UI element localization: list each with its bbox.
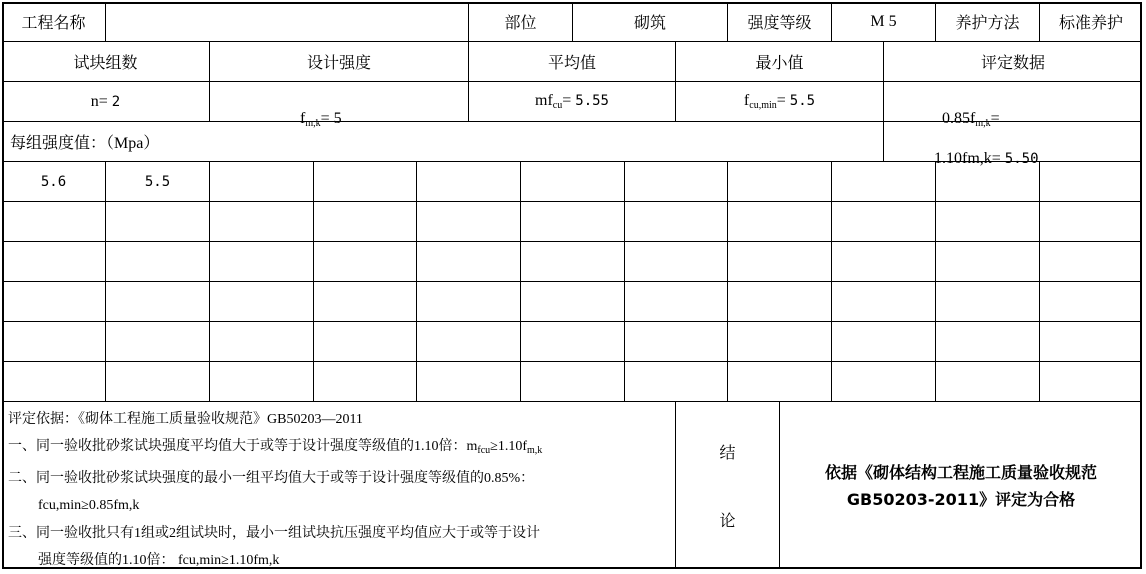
eval-085-symbol: 0.85f — [942, 110, 976, 127]
design-strength-header: 设计强度 — [210, 42, 469, 82]
strength-cell[interactable] — [936, 162, 1040, 202]
fmk-symbol: f — [300, 110, 306, 127]
strength-cell[interactable] — [936, 282, 1040, 322]
group-count-value: 2 — [111, 93, 121, 110]
strength-cell[interactable] — [625, 282, 728, 322]
strength-cell[interactable] — [314, 242, 417, 282]
mfcu-eq: = — [562, 92, 576, 109]
strength-cell[interactable] — [1040, 322, 1142, 362]
curing-value[interactable]: 标准养护 — [1040, 2, 1142, 42]
part-label: 部位 — [469, 2, 573, 42]
minimum-value-cell — [676, 82, 884, 122]
eval-085-eq: = — [990, 110, 1000, 127]
fmk-value: 5 — [333, 110, 342, 127]
strength-cell[interactable] — [106, 362, 210, 402]
conclusion-text-line-1: 依据《砌体结构工程施工质量验收规范 — [824, 462, 1097, 482]
strength-cell[interactable] — [832, 162, 936, 202]
strength-cell[interactable] — [314, 322, 417, 362]
grade-value[interactable]: M 5 — [832, 2, 936, 42]
conclusion-label — [676, 402, 780, 569]
notes-line-3: 二、同一验收批砂浆试块强度的最小一组平均值大于或等于设计强度等级值的0.85%： — [8, 470, 535, 486]
strength-cell[interactable] — [521, 242, 625, 282]
eval-110-value: 5.50 — [1004, 151, 1039, 167]
strength-cell[interactable] — [625, 162, 728, 202]
fcumin-symbol: f — [743, 92, 750, 109]
strength-cell[interactable] — [2, 202, 106, 242]
notes-line-2-b: ≥1.10f — [490, 439, 528, 455]
project-name-value[interactable] — [106, 2, 469, 42]
strength-cell[interactable] — [314, 162, 417, 202]
mfcu-subscript: cu — [552, 100, 563, 111]
fmk-subscript: m,k — [305, 118, 321, 129]
group-strength-label: 每组强度值：（Mpa） — [2, 122, 884, 162]
strength-cell[interactable] — [936, 202, 1040, 242]
part-value[interactable]: 砌筑 — [573, 2, 728, 42]
strength-cell[interactable]: 5.6 — [2, 162, 106, 202]
strength-cell[interactable] — [106, 322, 210, 362]
strength-cell[interactable] — [2, 322, 106, 362]
average-value-cell — [469, 82, 676, 122]
strength-cell[interactable] — [314, 282, 417, 322]
strength-cell[interactable] — [625, 202, 728, 242]
strength-cell[interactable] — [521, 282, 625, 322]
strength-cell[interactable] — [521, 202, 625, 242]
strength-cell[interactable] — [1040, 282, 1142, 322]
evaluation-085-cell — [884, 82, 1142, 129]
conclusion-label-bottom: 论 — [719, 513, 736, 530]
average-header: 平均值 — [469, 42, 676, 82]
strength-cell[interactable] — [417, 162, 521, 202]
strength-cell[interactable] — [106, 282, 210, 322]
mfcu-symbol: mf — [535, 92, 553, 109]
eval-110-label: 1.10fm,k= — [934, 150, 1005, 167]
evaluation-basis-notes — [2, 402, 676, 569]
strength-cell[interactable] — [1040, 242, 1142, 282]
strength-cell[interactable] — [314, 362, 417, 402]
strength-cell[interactable] — [728, 322, 832, 362]
strength-cell[interactable] — [728, 162, 832, 202]
notes-line-2-a: 一、同一验收批砂浆试块强度平均值大于或等于设计强度等级值的1.10倍：m — [8, 439, 478, 455]
strength-cell[interactable] — [936, 242, 1040, 282]
strength-cell[interactable] — [521, 322, 625, 362]
group-count-prefix: n= — [90, 92, 112, 110]
eval-085-subscript: m,k — [975, 118, 991, 129]
strength-cell[interactable] — [936, 322, 1040, 362]
strength-cell[interactable] — [625, 322, 728, 362]
strength-cell[interactable] — [832, 362, 936, 402]
strength-cell[interactable] — [2, 362, 106, 402]
strength-cell[interactable] — [832, 242, 936, 282]
fcumin-eq: = — [776, 92, 790, 109]
curing-label: 养护方法 — [936, 2, 1040, 42]
strength-cell[interactable] — [210, 322, 314, 362]
strength-cell[interactable] — [2, 282, 106, 322]
minimum-header: 最小值 — [676, 42, 884, 82]
fcumin-subscript: cu,min — [749, 100, 777, 111]
conclusion-text — [780, 402, 1142, 569]
strength-cell[interactable] — [417, 282, 521, 322]
mortar-strength-evaluation-table — [2, 2, 1142, 569]
notes-line-5: 三、同一验收批只有1组或2组试块时，最小一组试块抗压强度平均值应大于或等于设计 — [8, 525, 540, 541]
strength-cell[interactable] — [521, 162, 625, 202]
strength-cell[interactable] — [210, 242, 314, 282]
strength-cell[interactable] — [210, 282, 314, 322]
fcumin-value: 5.5 — [789, 93, 816, 109]
project-name-label: 工程名称 — [2, 2, 106, 42]
strength-cell[interactable] — [521, 362, 625, 402]
evaluation-110-cell — [884, 122, 1142, 167]
strength-cell[interactable] — [832, 282, 936, 322]
mfcu-value: 5.55 — [575, 93, 609, 109]
strength-cell[interactable] — [210, 362, 314, 402]
strength-cell[interactable] — [625, 242, 728, 282]
strength-cell[interactable] — [1040, 162, 1142, 202]
strength-cell[interactable] — [106, 242, 210, 282]
notes-line-6: 强度等级值的1.10倍： fcu,min≥1.10fm,k — [38, 553, 280, 569]
evaluation-header: 评定数据 — [884, 42, 1142, 82]
strength-cell[interactable] — [417, 202, 521, 242]
strength-cell[interactable] — [625, 362, 728, 402]
strength-cell[interactable] — [728, 362, 832, 402]
notes-line-2 — [8, 433, 675, 464]
groups-header: 试块组数 — [2, 42, 210, 82]
notes-line-2-sub2: m,k — [527, 445, 543, 457]
strength-cell[interactable] — [728, 282, 832, 322]
strength-cell[interactable] — [314, 202, 417, 242]
notes-line-2-sub1: fcu — [477, 445, 491, 457]
strength-cell[interactable] — [1040, 362, 1142, 402]
strength-cell[interactable] — [1040, 202, 1142, 242]
grade-label: 强度等级 — [728, 2, 832, 42]
strength-cell[interactable] — [210, 162, 314, 202]
strength-cell[interactable] — [2, 242, 106, 282]
conclusion-text-line-2: GB50203-2011》评定为合格 — [846, 489, 1076, 509]
strength-cell[interactable] — [417, 242, 521, 282]
strength-cell[interactable] — [936, 362, 1040, 402]
strength-cell[interactable]: 5.5 — [106, 162, 210, 202]
notes-line-4: fcu,min≥0.85fm,k — [38, 498, 140, 514]
notes-line-1: 评定依据：《砌体工程施工质量验收规范》GB50203—2011 — [8, 412, 363, 427]
conclusion-label-top: 结 — [719, 445, 736, 462]
strength-cell[interactable] — [832, 202, 936, 242]
strength-cell[interactable] — [417, 322, 521, 362]
strength-cell[interactable] — [106, 202, 210, 242]
strength-cell[interactable] — [210, 202, 314, 242]
strength-cell[interactable] — [728, 202, 832, 242]
fmk-eq: = — [320, 110, 334, 127]
strength-cell[interactable] — [728, 242, 832, 282]
design-strength-cell — [210, 82, 469, 129]
group-count-cell — [2, 82, 210, 122]
strength-cell[interactable] — [417, 362, 521, 402]
strength-cell[interactable] — [832, 322, 936, 362]
